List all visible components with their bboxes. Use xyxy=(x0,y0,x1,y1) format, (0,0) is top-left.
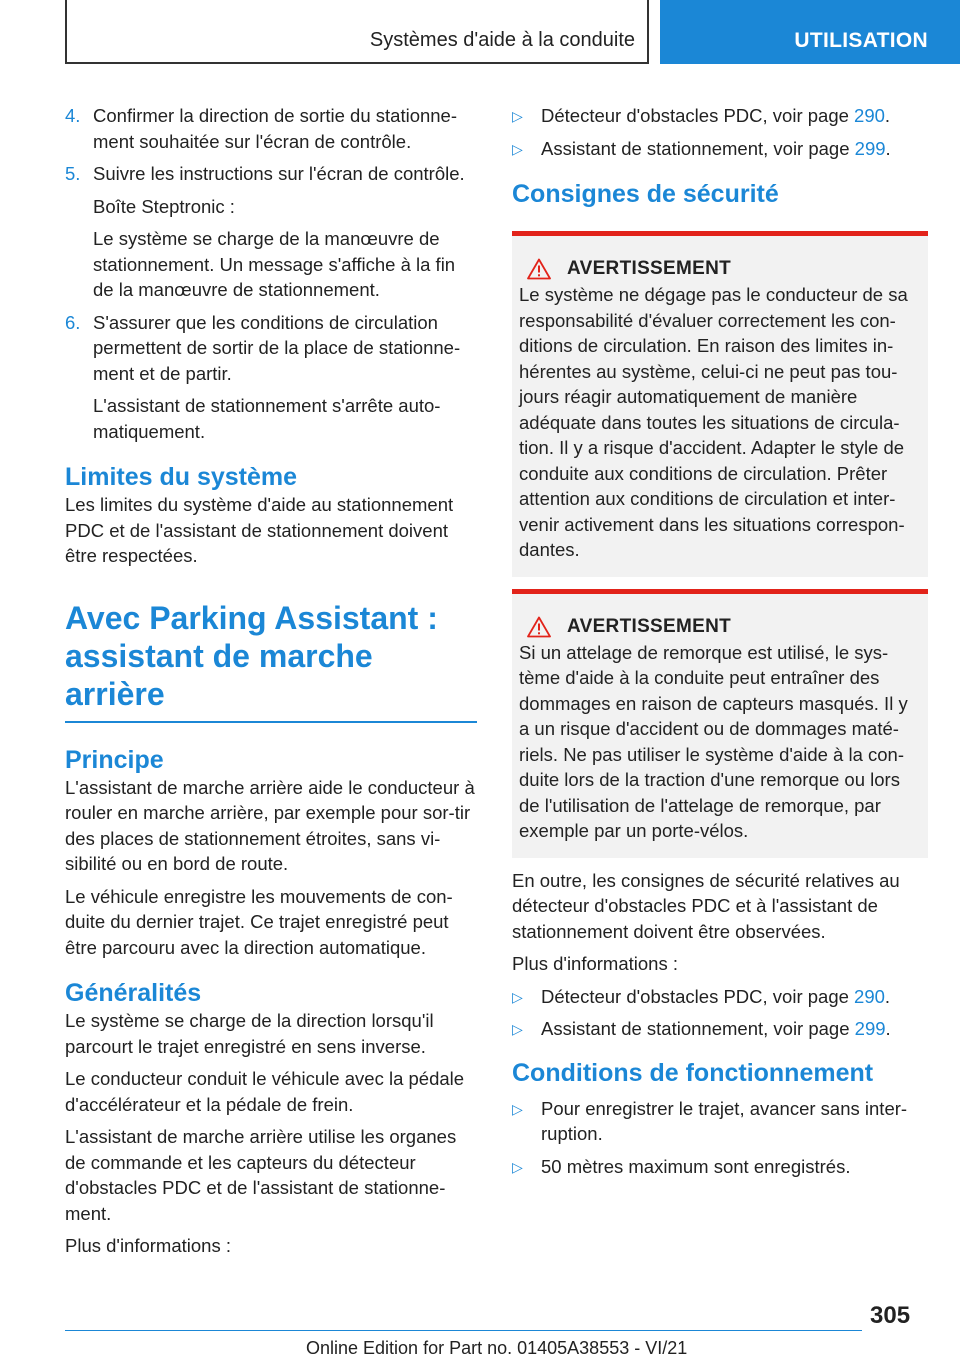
warning-triangle-icon xyxy=(527,616,551,638)
more-info-label: Plus d'informations : xyxy=(512,953,678,974)
warning-triangle-icon xyxy=(527,258,551,280)
step-5 xyxy=(65,161,477,187)
general-paragraph-3: L'assistant de marche arrière utilise les organes de commande et les capteurs du détecteur d'obstacles PDC et de l'assistant de stationne‐ment. xyxy=(65,1126,457,1224)
principle-paragraph-2: Le véhicule enregistre les mouvements de con‐duite du dernier trajet. Ce trajet enregistré peut être parcouru avec la direction automatique. xyxy=(65,885,453,958)
warning-text: Si un attelage de remorque est utilisé, le sys‐tème d'aide à la conduite peut entraîner des dommages en raison de capteurs masqués. Il y a un risque d'accident ou de dommages maté‐riels. Ne pas utiliser le système d'aide à la con‐duite lors de la traction d'une remorque ou lors de l'utilisation de l'attelage de remorque, par exemple par un porte-vélos. xyxy=(519,641,908,841)
step-5-sub-label: Boîte Steptronic : xyxy=(93,195,235,217)
left-column xyxy=(65,103,477,1266)
page-link[interactable]: 299 xyxy=(854,137,886,159)
list-item: ▷ Pour enregistrer le trajet, avancer sans inter‐ruption. xyxy=(512,1097,908,1144)
footer-edition: Online Edition for Part no. 01405A38553 - VI/21 xyxy=(306,1338,688,1358)
step-4 xyxy=(65,103,477,154)
footer-rule xyxy=(65,1330,862,1331)
triangle-right-icon: ▷ xyxy=(512,1021,523,1037)
step-text: Confirmer la direction de sortie du stationne‐ment souhaitée sur l'écran de contrôle. xyxy=(93,105,458,152)
general-heading: Généralités xyxy=(65,979,202,1007)
limits-text: Les limites du système d'aide au stationnement PDC et de l'assistant de stationnement doivent être respectées. xyxy=(65,494,454,566)
step-6-sub-text: L'assistant de stationnement s'arrête auto‐matiquement. xyxy=(93,395,441,442)
page-link[interactable]: 290 xyxy=(854,985,885,1007)
list-item: ▷ Détecteur d'obstacles PDC, voir page 290. xyxy=(512,984,928,1010)
warning-text: Le système ne dégage pas le conducteur de sa responsabilité d'évaluer correctement les con‐ditions de circulation. En raison des limites in‐hérentes au système, celui-ci ne peut pas tou‐jours réagir automatiquement de manière adéquate dans toutes les situations de circula‐tion. Il y a risque d'accident. Adapter le style de conduite aux conditions de circulation. Prêter attention aux conditions de circulation et inter‐venir activement dans les situations correspon‐dantes. xyxy=(519,284,908,560)
principle-heading: Principe xyxy=(65,745,164,774)
general-paragraph-1: Le système se charge de la direction lorsqu'il parcourt le trajet enregistré en sens inverse. xyxy=(65,1010,434,1057)
conditions-heading: Conditions de fonctionnement xyxy=(512,1058,874,1087)
header-chapter-tab xyxy=(65,0,649,64)
step-number: 6. xyxy=(65,311,81,333)
general-paragraph-2: Le conducteur conduit le véhicule avec la pédale d'accélérateur et la pédale de frein. xyxy=(65,1068,465,1115)
triangle-right-icon: ▷ xyxy=(512,988,523,1005)
list-item: ▷ Assistant de stationnement, voir page 299. xyxy=(512,1016,928,1042)
triangle-right-icon: ▷ xyxy=(512,1158,523,1175)
list-item: ▷ Assistant de stationnement, voir page 299. xyxy=(512,136,928,162)
right-column xyxy=(512,103,928,1186)
step-number: 4. xyxy=(65,105,81,126)
triangle-right-icon: ▷ xyxy=(512,108,523,124)
list-item: ▷ 50 mètres maximum sont enregistrés. xyxy=(512,1154,928,1180)
section-title: UTILISATION xyxy=(794,29,928,52)
more-info-label: Plus d'informations : xyxy=(65,1235,231,1256)
step-5-sub-text: Le système se charge de la manœuvre de stationnement. Un message s'affiche à la fin de la manœuvre de stationnement. xyxy=(93,228,456,300)
safety-paragraph: En outre, les consignes de sécurité relatives au détecteur d'obstacles PDC et à l'assistant de stationnement doivent être observées. xyxy=(512,869,900,942)
step-number: 5. xyxy=(65,163,81,184)
step-6 xyxy=(65,310,477,387)
main-heading: Avec Parking Assistant : assistant de marche arrière xyxy=(65,599,438,712)
step-text: S'assurer que les conditions de circulation permettent de sortir de la place de stationne‐ment et de partir. xyxy=(93,311,461,384)
page-number: 305 xyxy=(870,1302,911,1329)
warning-title: AVERTISSEMENT xyxy=(567,615,732,637)
step-text: Suivre les instructions sur l'écran de contrôle. xyxy=(93,163,465,184)
triangle-right-icon: ▷ xyxy=(512,1100,523,1117)
page-link[interactable]: 290 xyxy=(854,105,885,126)
limits-heading: Limites du système xyxy=(65,463,298,491)
heading-rule xyxy=(65,721,477,723)
safety-heading: Consignes de sécurité xyxy=(512,180,779,208)
warning-box-1 xyxy=(512,231,928,577)
header-section-tab xyxy=(660,0,960,64)
chapter-title: Systèmes d'aide à la conduite xyxy=(369,29,635,51)
principle-paragraph-1: L'assistant de marche arrière aide le conducteur à rouler en marche arrière, par exemple pour sor‐tir des places de stationnement étroites, sans vi‐sibilité ou en bord de route. xyxy=(65,776,475,874)
page-link[interactable]: 299 xyxy=(854,1018,886,1039)
warning-box-2 xyxy=(512,589,928,858)
list-item: ▷ Détecteur d'obstacles PDC, voir page 290. xyxy=(512,103,928,129)
warning-title: AVERTISSEMENT xyxy=(567,258,732,279)
triangle-right-icon: ▷ xyxy=(512,140,523,157)
